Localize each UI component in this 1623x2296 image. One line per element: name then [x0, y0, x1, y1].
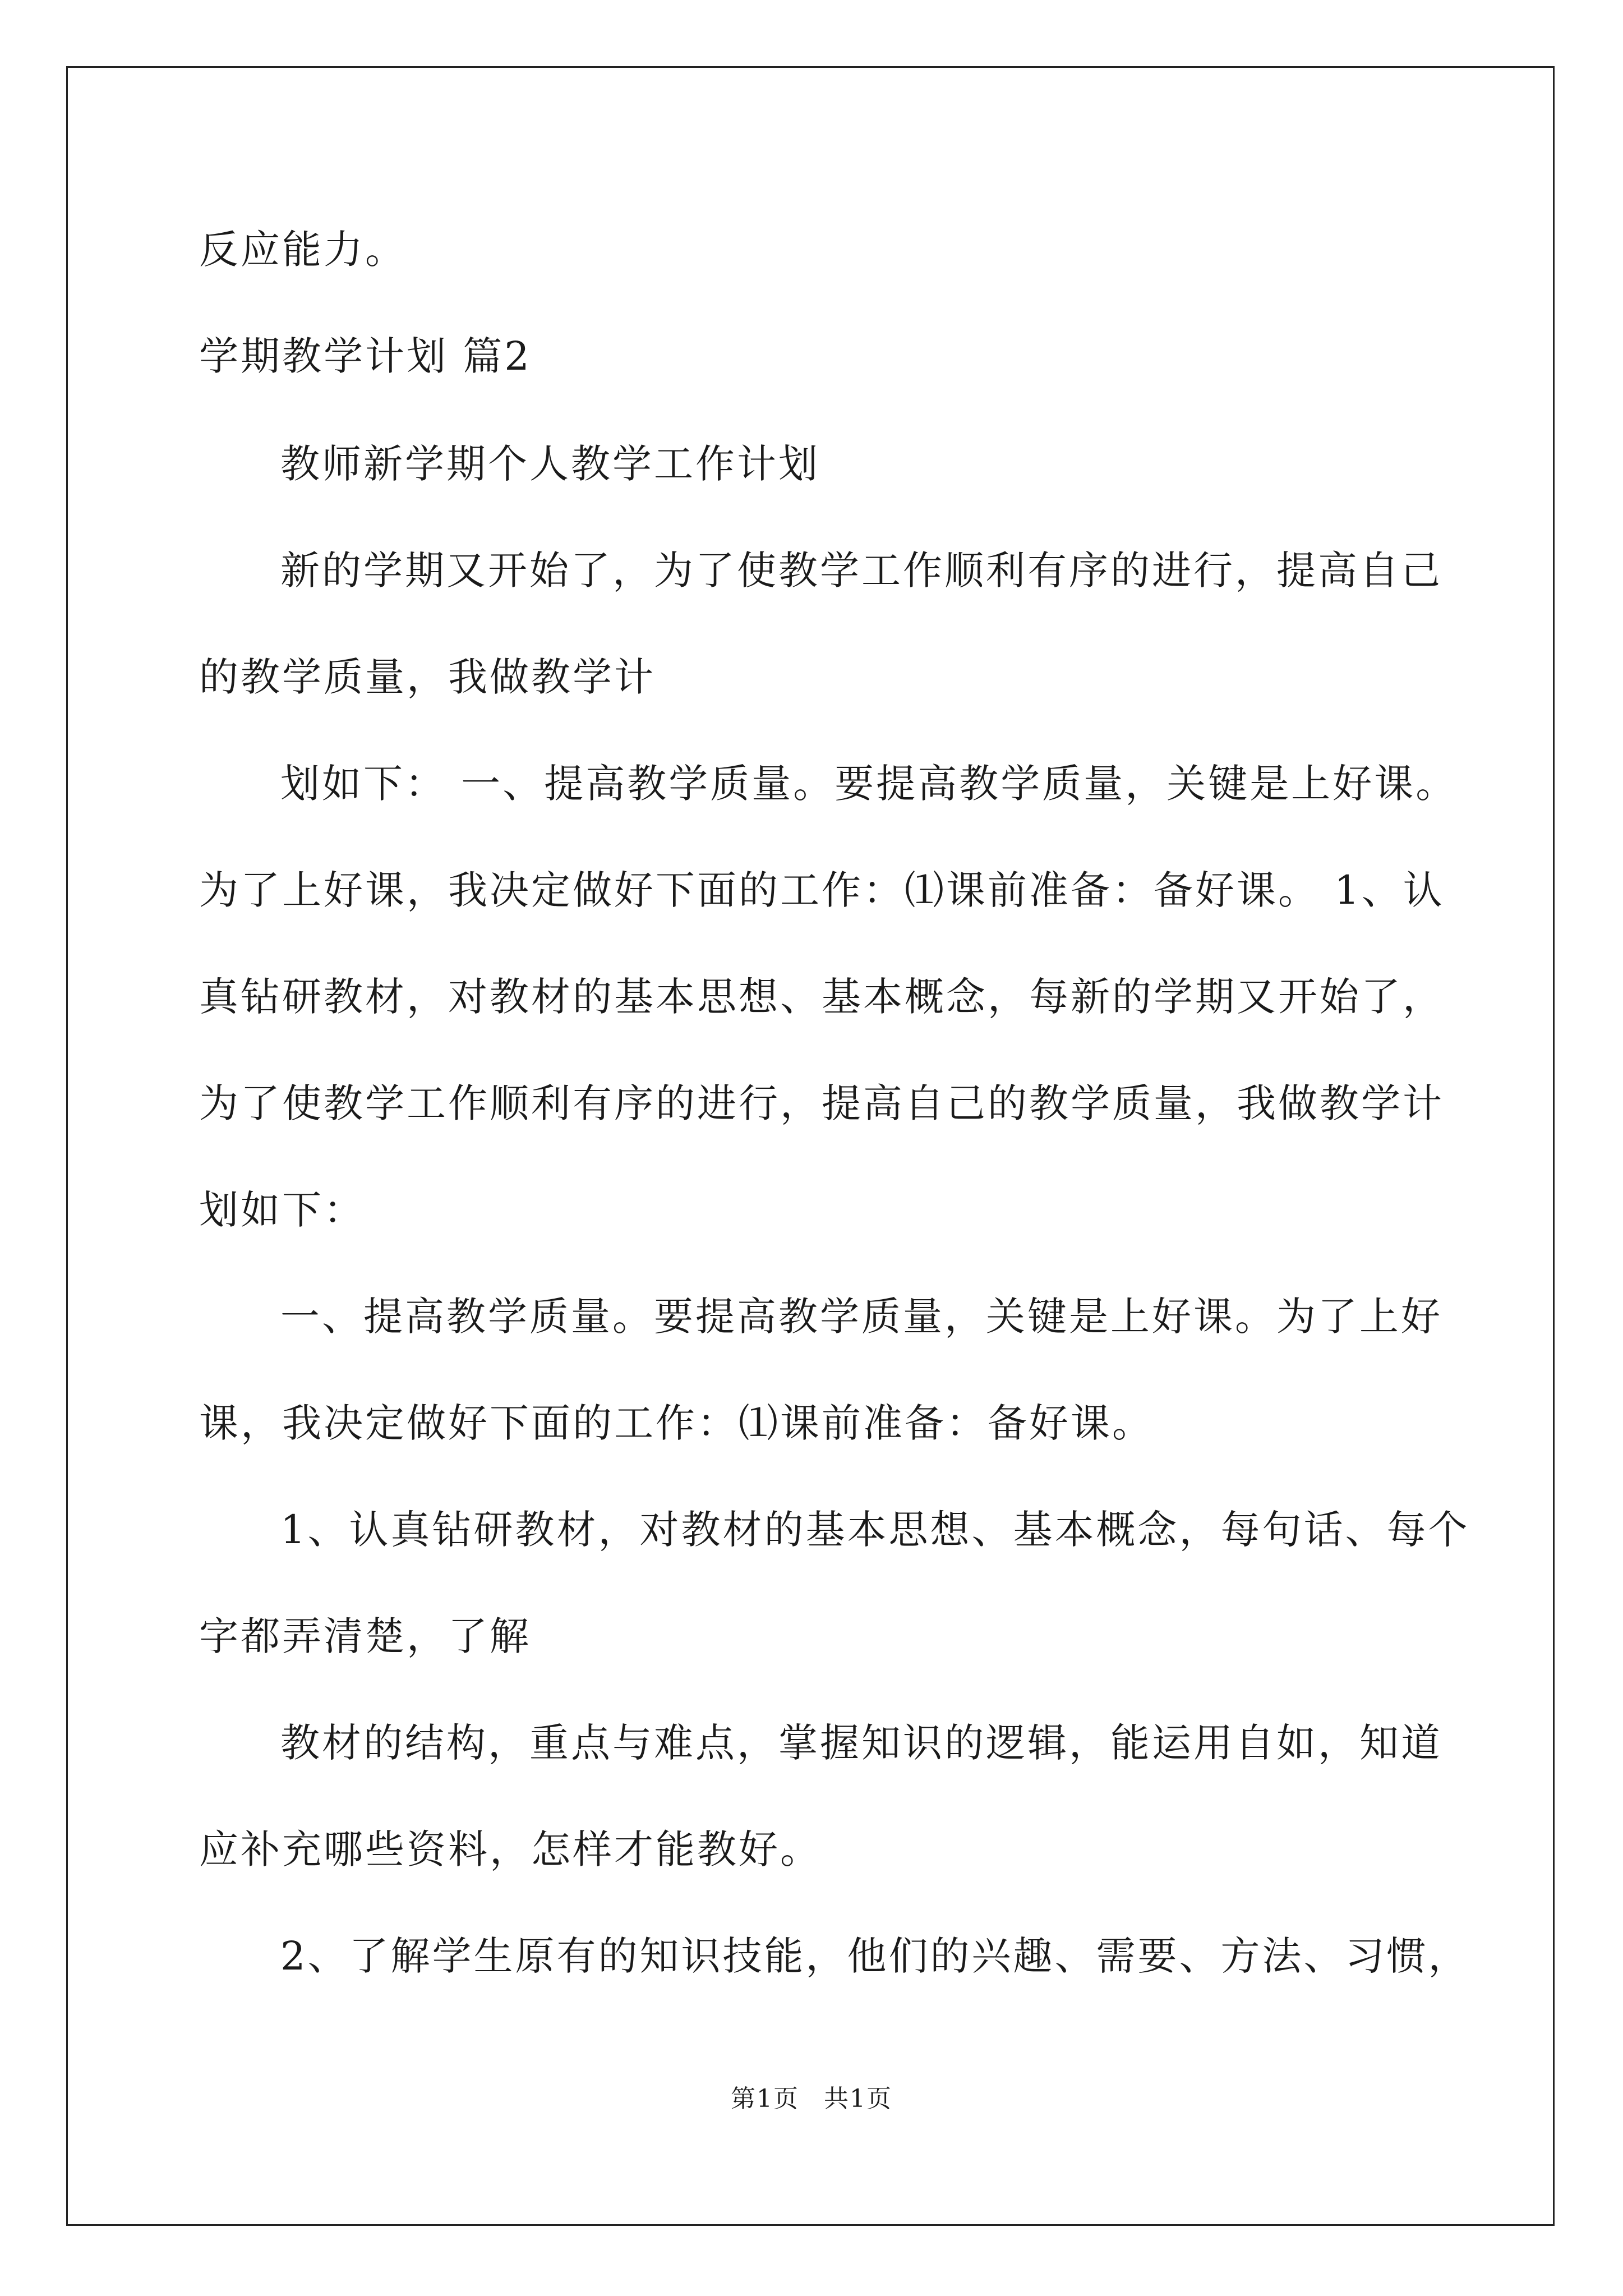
text-line: 新的学期又开始了，为了使教学工作顺利有序的进行，提高自己	[280, 547, 1442, 593]
text-line: 真钻研教材，对教材的基本思想、基本概念，每新的学期又开始了，	[199, 974, 1444, 1020]
text-line: 应补充哪些资料，怎样才能教好。	[199, 1826, 822, 1872]
text-line: 划如下： 一、提高教学质量。要提高教学质量，关键是上好课。	[280, 761, 1458, 807]
text-line: 教材的结构，重点与难点，掌握知识的逻辑，能运用自如，知道	[280, 1720, 1442, 1766]
text-line: 1、认真钻研教材，对教材的基本思想、基本概念，每句话、每个	[280, 1507, 1470, 1553]
document-title: 教师新学期个人教学工作计划	[280, 441, 820, 487]
page-frame	[66, 66, 1555, 2226]
text-line: 的教学质量，我做教学计	[199, 654, 656, 700]
text-line: 字都弄清楚，了解	[199, 1613, 531, 1659]
page-current: 第1页	[731, 2085, 799, 2113]
text-line: 课，我决定做好下面的工作：⑴课前准备：备好课。	[199, 1400, 1154, 1446]
text-line: 反应能力。	[199, 227, 407, 273]
text-line: 为了上好课，我决定做好下面的工作：⑴课前准备：备好课。 1、认	[199, 867, 1445, 913]
page-total: 共1页	[824, 2085, 892, 2113]
text-line: 为了使教学工作顺利有序的进行，提高自己的教学质量，我做教学计	[199, 1080, 1444, 1126]
page-footer	[0, 2082, 1623, 2116]
section-heading: 学期教学计划 篇2	[199, 333, 532, 379]
text-line: 划如下：	[199, 1187, 365, 1233]
text-line: 一、提高教学质量。要提高教学质量，关键是上好课。为了上好	[280, 1294, 1442, 1340]
text-line: 2、了解学生原有的知识技能，他们的兴趣、需要、方法、习惯，	[280, 1933, 1470, 1979]
